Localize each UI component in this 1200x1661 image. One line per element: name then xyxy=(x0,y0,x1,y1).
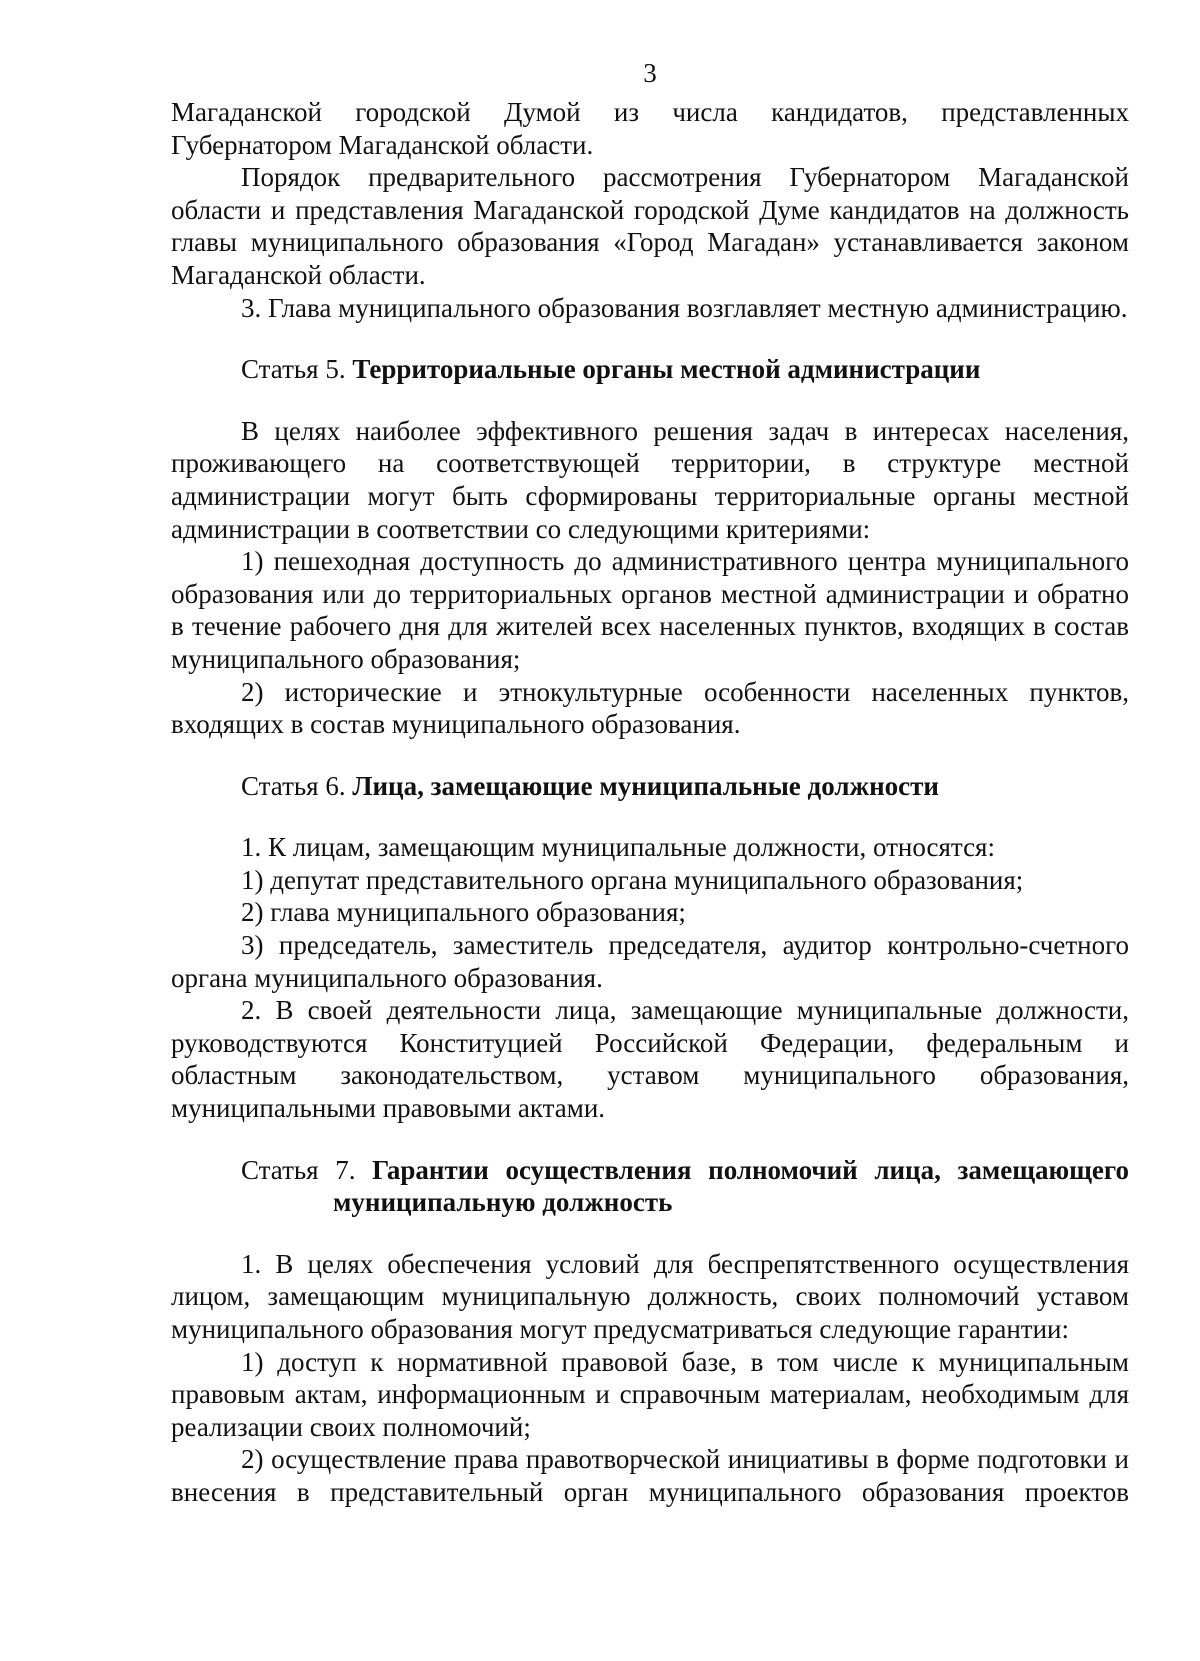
paragraph: 1. К лицам, замещающим муниципальные должности, относятся: xyxy=(241,832,995,863)
article-title: Гарантии осуществления полномочий лица, замещающего муниципальную должность xyxy=(333,1154,1129,1218)
paragraph: 2) исторические и этнокультурные особенности населенных пунктов, входящих в состав муниципального образования. xyxy=(171,676,1129,740)
article-7-heading xyxy=(171,1154,1129,1219)
paragraph: Порядок предварительного рассмотрения Губернатором Магаданской области и представления Магаданской городской Думе кандидатов на должность главы муниципального образования «Город Магадан» устанавливается законом Магаданской области. xyxy=(171,162,1129,290)
article-label: Статья 7. xyxy=(241,1154,356,1185)
article-6-heading xyxy=(171,770,1129,803)
document-body xyxy=(171,96,1129,1509)
paragraph: 1) доступ к нормативной правовой базе, в том числе к муниципальным правовым актам, информационным и справочным материалам, необходимым для реализации своих полномочий; xyxy=(171,1346,1129,1442)
paragraph: В целях наиболее эффективного решения задач в интересах населения, проживающего на соответствующей территории, в структуре местной администрации могут быть сформированы территориальные органы местной администрации в соответствии со следующими критериями: xyxy=(171,415,1129,544)
paragraph: 1) пешеходная доступность до административного центра муниципального образования или до территориальных органов местной администрации и обратно в течение рабочего дня для жителей всех населенных пунктов, входящих в состав муниципального образования; xyxy=(171,546,1129,674)
paragraph: 2. В своей деятельности лица, замещающие муниципальные должности, руководствуются Конституцией Российской Федерации, федеральным и областным законодательством, уставом муниципального образования, муниципальными правовыми актами. xyxy=(171,995,1129,1124)
article-label: Статья 5. xyxy=(241,354,346,385)
paragraph: 2) глава муниципального образования; xyxy=(241,897,686,928)
article-title: Территориальные органы местной администрации xyxy=(352,354,981,385)
paragraph: 3. Глава муниципального образования возглавляет местную администрацию. xyxy=(241,292,1128,323)
paragraph: 1. В целях обеспечения условий для беспрепятственного осуществления лицом, замещающим муниципальную должность, своих полномочий уставом муниципального образования могут предусматриваться следующие гарантии: xyxy=(171,1248,1129,1344)
paragraph: 1) депутат представительного органа муниципального образования; xyxy=(241,864,1024,895)
article-label: Статья 6. xyxy=(241,770,346,801)
page-number: 3 xyxy=(643,58,657,88)
article-title: Лица, замещающие муниципальные должности xyxy=(352,770,939,801)
article-5-heading xyxy=(171,353,1129,386)
paragraph: 3) председатель, заместитель председателя, аудитор контрольно-счетного органа муниципального образования. xyxy=(171,930,1129,993)
paragraph: 2) осуществление права правотворческой инициативы в форме подготовки и внесения в представительный орган муниципального образования проектов xyxy=(171,1444,1129,1507)
paragraph: Магаданской городской Думой из числа кандидатов, представленных Губернатором Магаданской области. xyxy=(171,97,1129,160)
